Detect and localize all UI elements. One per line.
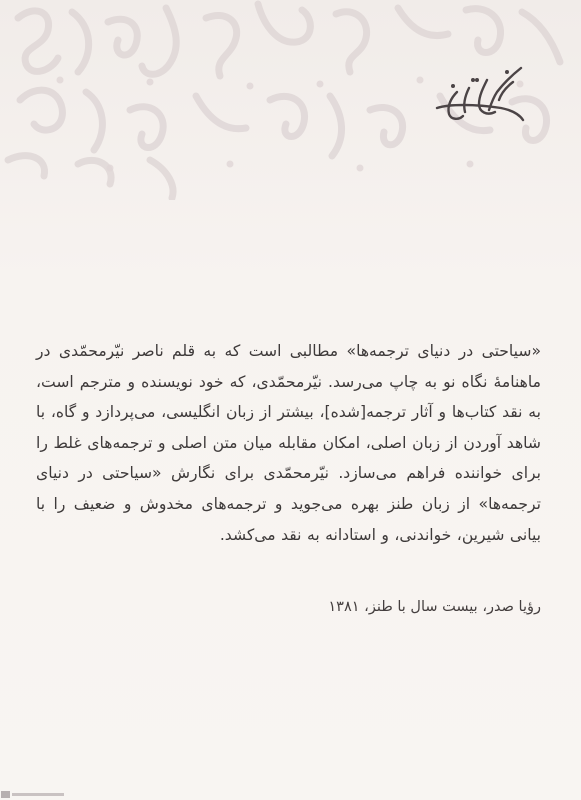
watermark <box>1 790 65 799</box>
logo <box>429 58 529 124</box>
citation: رؤیا صدر، بیست سال با طنز، ۱۳۸۱ <box>328 599 541 615</box>
book-description: «سیاحتی در دنیای ترجمه‌ها» مطالبی است که به قلم ناصر نیّرمحمّدی در ماهنامهٔ نگاه نو به چاپ می‌رسد. نیّرمحمّدی، که خود نویسنده و مترجم است، به نقد کتاب‌ها و آثار ترجمه[شده]، بیشتر از زبان انگلیسی، می‌پردازد و گاه، با شاهد آوردن از زبان اصلی، امکان مقابله میان متن اصلی و ترجمه‌های غلط را برای خواننده فراهم می‌سازد. نیّرمحمّدی برای نگارش «سیاحتی در دنیای ترجمه‌ها» از زبان طنز بهره می‌جوید و ترجمه‌های مخدوش و ضعیف را با بیانی شیرین، خواندنی، و استادانه به نقد می‌کشد. <box>36 342 541 544</box>
